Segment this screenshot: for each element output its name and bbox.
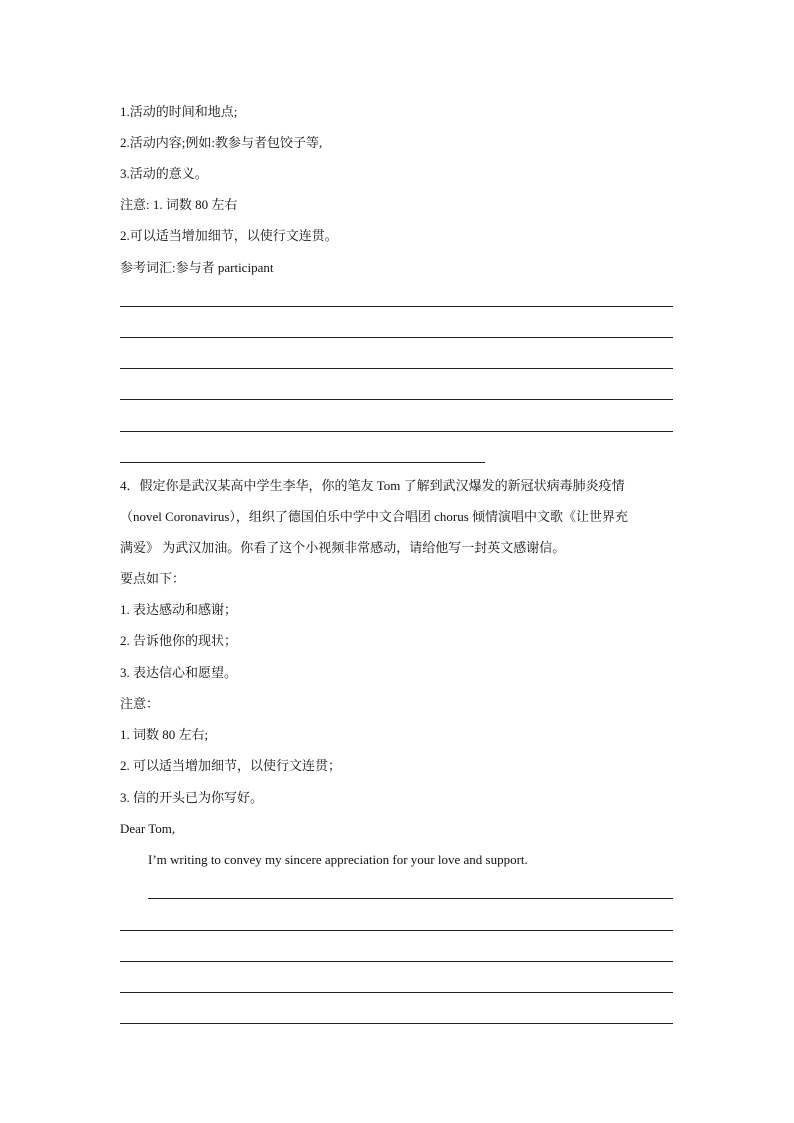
requirement-item: 2.活动内容;例如:教参与者包饺子等, [120, 135, 323, 150]
notes-heading: 注意： [120, 696, 160, 711]
answer-line[interactable] [120, 992, 673, 993]
question-prompt-line: （novel Coronavirus），组织了德国伯乐中学中文合唱团 chorus 倾情演唱中文歌《让世界充 [120, 509, 629, 524]
answer-line[interactable] [120, 306, 673, 307]
answer-line[interactable] [120, 337, 673, 338]
letter-salutation: Dear Tom, [120, 821, 176, 836]
answer-line[interactable] [120, 431, 673, 432]
requirement-item: 3.活动的意义。 [120, 166, 208, 181]
note-item: 1. 词数 80 左右; [120, 727, 209, 742]
answer-line[interactable] [120, 930, 673, 931]
note-item: 3. 信的开头已为你写好。 [120, 790, 264, 805]
answer-line[interactable] [120, 1023, 673, 1024]
points-heading: 要点如下： [120, 571, 186, 586]
note-item: 2. 可以适当增加细节，以使行文连贯； [120, 758, 342, 773]
question-prompt-line: 满爱》 为武汉加油。你看了这个小视频非常感动，请给他写一封英文感谢信。 [120, 540, 566, 555]
question-prompt-line: 4．假定你是武汉某高中学生李华，你的笔友 Tom 了解到武汉爆发的新冠状病毒肺炎疫情 [120, 478, 625, 493]
answer-line[interactable] [120, 368, 673, 369]
requirement-item: 1.活动的时间和地点; [120, 104, 238, 119]
answer-line[interactable] [148, 898, 673, 899]
vocab-hint: 参考词汇:参与者 participant [120, 260, 274, 275]
answer-line[interactable] [120, 462, 485, 463]
answer-line[interactable] [120, 961, 673, 962]
point-item: 3. 表达信心和愿望。 [120, 665, 238, 680]
point-item: 2. 告诉他你的现状； [120, 633, 238, 648]
point-item: 1. 表达感动和感谢； [120, 602, 238, 617]
letter-opening: I’m writing to convey my sincere appreciation for your love and support. [148, 852, 528, 867]
note-line: 注意: 1. 词数 80 左右 [120, 197, 238, 212]
note-line: 2.可以适当增加细节，以使行文连贯。 [120, 228, 338, 243]
answer-line[interactable] [120, 399, 673, 400]
